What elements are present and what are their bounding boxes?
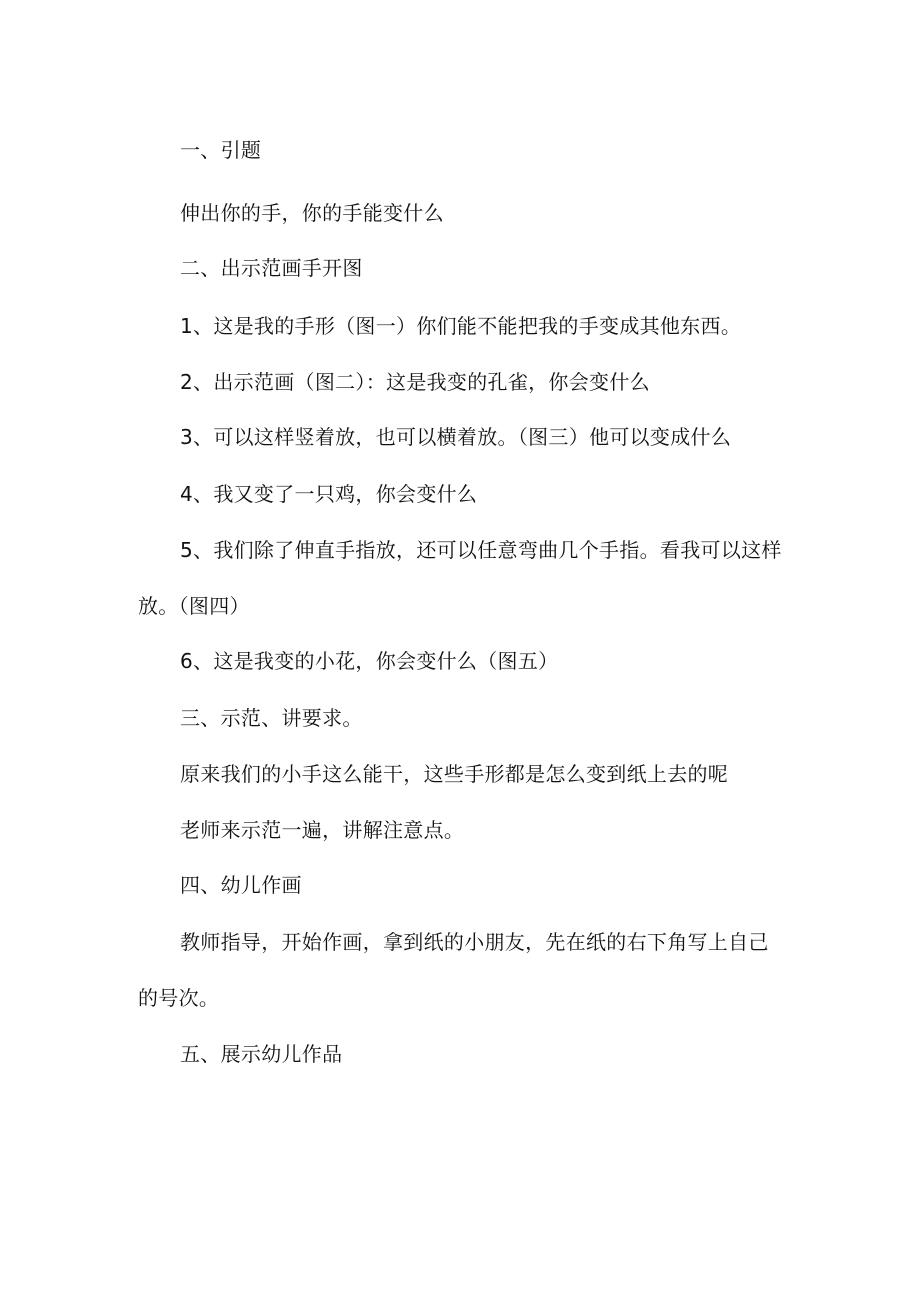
section-heading-demo: 二、出示范画手开图 (180, 256, 363, 280)
intro-text: 伸出你的手，你的手能变什么 (180, 201, 444, 225)
requirements-text-2: 老师来示范一遍，讲解注意点。 (180, 818, 465, 842)
list-item-3: 3、可以这样竖着放，也可以横着放。（图三）他可以变成什么 (180, 425, 732, 449)
section-heading-drawing: 四、幼儿作画 (180, 873, 302, 897)
list-item-5-line1: 5、我们除了伸直手指放，还可以任意弯曲几个手指。看我可以这样 (180, 538, 782, 562)
list-item-2: 2、出示范画（图二）：这是我变的孔雀，你会变什么 (180, 370, 650, 394)
requirements-text-1: 原来我们的小手这么能干，这些手形都是怎么变到纸上去的呢 (180, 762, 729, 786)
drawing-text-line2: 的号次。 (138, 986, 220, 1010)
section-heading-showcase: 五、展示幼儿作品 (180, 1042, 343, 1066)
drawing-text-line1: 教师指导，开始作画，拿到纸的小朋友，先在纸的右下角写上自己 (180, 930, 769, 954)
section-heading-intro: 一、引题 (180, 138, 262, 162)
list-item-4: 4、我又变了一只鸡，你会变什么 (180, 482, 478, 506)
list-item-6: 6、这是我变的小花，你会变什么（图五） (180, 649, 559, 673)
list-item-1: 1、这是我的手形（图一）你们能不能把我的手变成其他东西。 (180, 314, 742, 338)
list-item-5-line2: 放。（图四） (138, 594, 250, 618)
section-heading-requirements: 三、示范、讲要求。 (180, 706, 363, 730)
